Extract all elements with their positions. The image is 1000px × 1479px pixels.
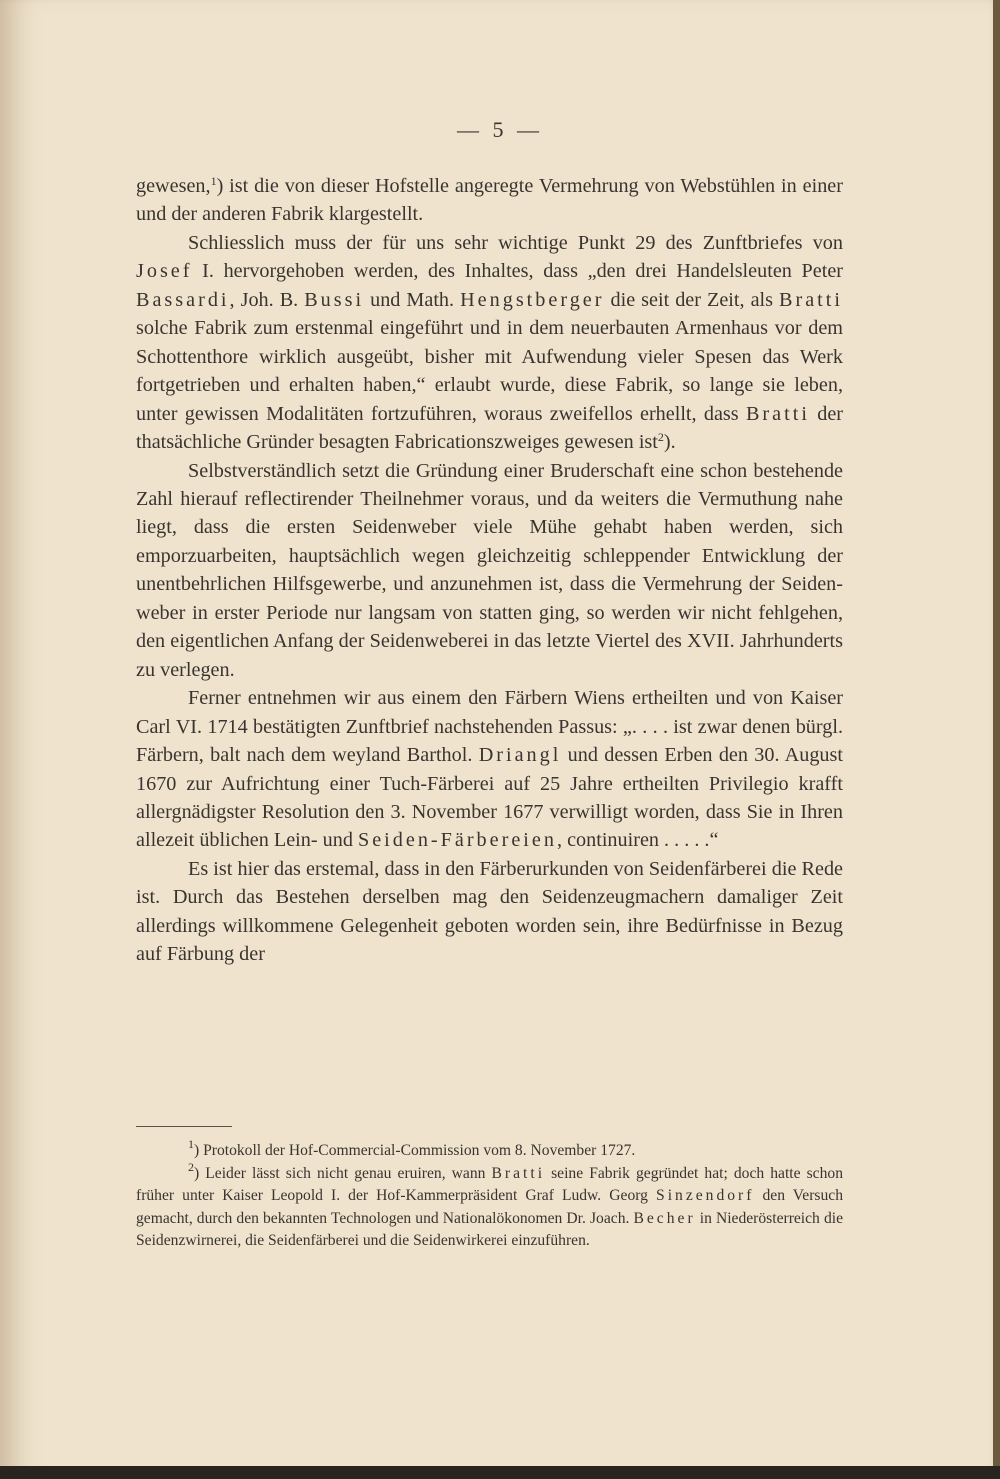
page-edge-bottom [0,1466,1000,1479]
spaced-name: Driangl [478,744,562,767]
text-run: , continuiren . . . . .“ [556,829,719,852]
text-run: Selbstverständlich setzt die Gründung einer Bruderschaft eine schon bestehende Zahl hierauf reflectirender Theilnehmer voraus, und da weiters die Vermuthung nahe liegt, dass die ersten Seidenweber viele Mühe gehabt haben werden, sich emporzuarbeiten, hauptsächlich wegen gleichzeitig schleppender Entwicklung der unentbehrlichen Hilfsgewerbe, und anzunehmen ist, dass die Vermehrung der Seidenweber in erster Periode nur langsam von statten ging, so werden wir nicht fehlgehen, den eigentlichen Anfang der Seidenweberei in das letzte Viertel des XVII. Jahrhunderts zu verlegen. [136,459,843,681]
text-run: seine Fabrik gegründet hat; doch hatte schon früher unter Kaiser Leopold I. der Hof-Kammerpräsident Graf Ludw. Georg [136,1164,843,1205]
footnote-marker: 1 [188,1137,194,1151]
text-run: ) ist die von dieser Hofstelle angeregte Vermehrung von Webstühlen in einer und der anderen Fabrik klargestellt. [136,175,843,226]
text-run: den Versuch gemacht, durch den bekannten Technologen und Nationalökonomen Dr. Joach. [136,1187,844,1227]
page-edge-right [993,0,1000,1479]
spaced-name: Hengstberger [460,288,605,311]
text-run: der thatsächliche Gründer besagten Fabricationszweiges gewesen ist [136,402,844,454]
footnotes [136,1137,844,1253]
paragraph [136,457,843,685]
paragraph [136,684,843,855]
text-run: und Math. [364,288,461,311]
paragraph [136,172,843,229]
text-run: ) Leider lässt sich nicht genau eruiren, wann [194,1164,492,1182]
text-run: ) Protokoll der Hof-Commercial-Commission vom 8. November 1727. [194,1142,636,1159]
paragraph [136,855,843,969]
text-run: I. hervorgehoben werden, des Inhaltes, dass „den drei Handelsleuten Peter [192,260,843,283]
text-run: , Joh. B. [229,288,305,311]
footnote [136,1137,843,1163]
spaced-name: Seiden-Färbereien [357,829,557,852]
text-run: gewesen, [136,175,211,197]
spaced-name: Becher [633,1209,696,1227]
text-run: und dessen Erben den 30. August 1670 zur Aufrichtung einer Tuch-Färberei auf 25 Jahre ertheilten Privilegio krafft allergnädigster Resolution den 3. November 1677 verwilligt worden, dass Sie in Ihren allezeit üblichen Lein- und [136,744,843,852]
text-run: Es ist hier das erstemal, dass in den Färberurkunden von Seidenfärberei die Rede ist. Durch das Bestehen derselben mag den Seidenzeugmachern damaliger Zeit allerdings willkommene Gelegenheit geboten worden sein, ihre Bedürfnisse in Bezug auf Färbung der [136,857,843,966]
footnote-marker: 2 [188,1159,194,1174]
spaced-name: Josef [136,260,193,283]
text-run: Ferner entnehmen wir aus einem den Färbern Wiens ertheilten und von Kaiser Carl VI. 1714 bestätigten Zunftbrief nachstehenden Passus: „. . . . ist zwar denen bürgl. Färbern, balt nach dem weyland Barthol. [136,687,843,767]
text-run: die seit der Zeit, als [604,288,780,311]
footnote [136,1159,844,1253]
spaced-name: Sinzendorf [656,1187,755,1205]
footnote-separator [136,1126,232,1127]
spaced-name: Bratti [779,288,843,311]
spaced-name: Bratti [491,1164,546,1182]
spaced-name: Bassardi [136,288,230,311]
footnote-marker: 1 [210,174,217,188]
spaced-name: Bratti [745,402,810,425]
page-number: — 5 — [457,117,543,142]
text-run: solche Fabrik zum erstenmal eingeführt und in dem neuerbauten Armenhaus vor dem Schottenthore wirklich ausgeübt, bisher mit Aufwendung vieler Spesen das Werk fortgetrieben und erhalten haben,“ erlaubt wurde, diese Fabrik, so lange sie leben, unter gewissen Modalitäten fortzuführen, woraus zweifellos erhellt, dass [136,317,843,425]
text-run: in Niederösterreich die Seidenzwirnerei, die Seidenfärberei und die Seidenwirkerei einzuführen. [136,1209,843,1250]
footnote-marker: 2 [657,430,664,445]
text-run: Schliesslich muss der für uns sehr wichtige Punkt 29 des Zunftbriefes von [188,231,843,254]
spaced-name: Bussi [304,288,365,311]
paragraph [136,229,843,457]
body-text [136,172,843,969]
text-run: ). [663,431,676,454]
